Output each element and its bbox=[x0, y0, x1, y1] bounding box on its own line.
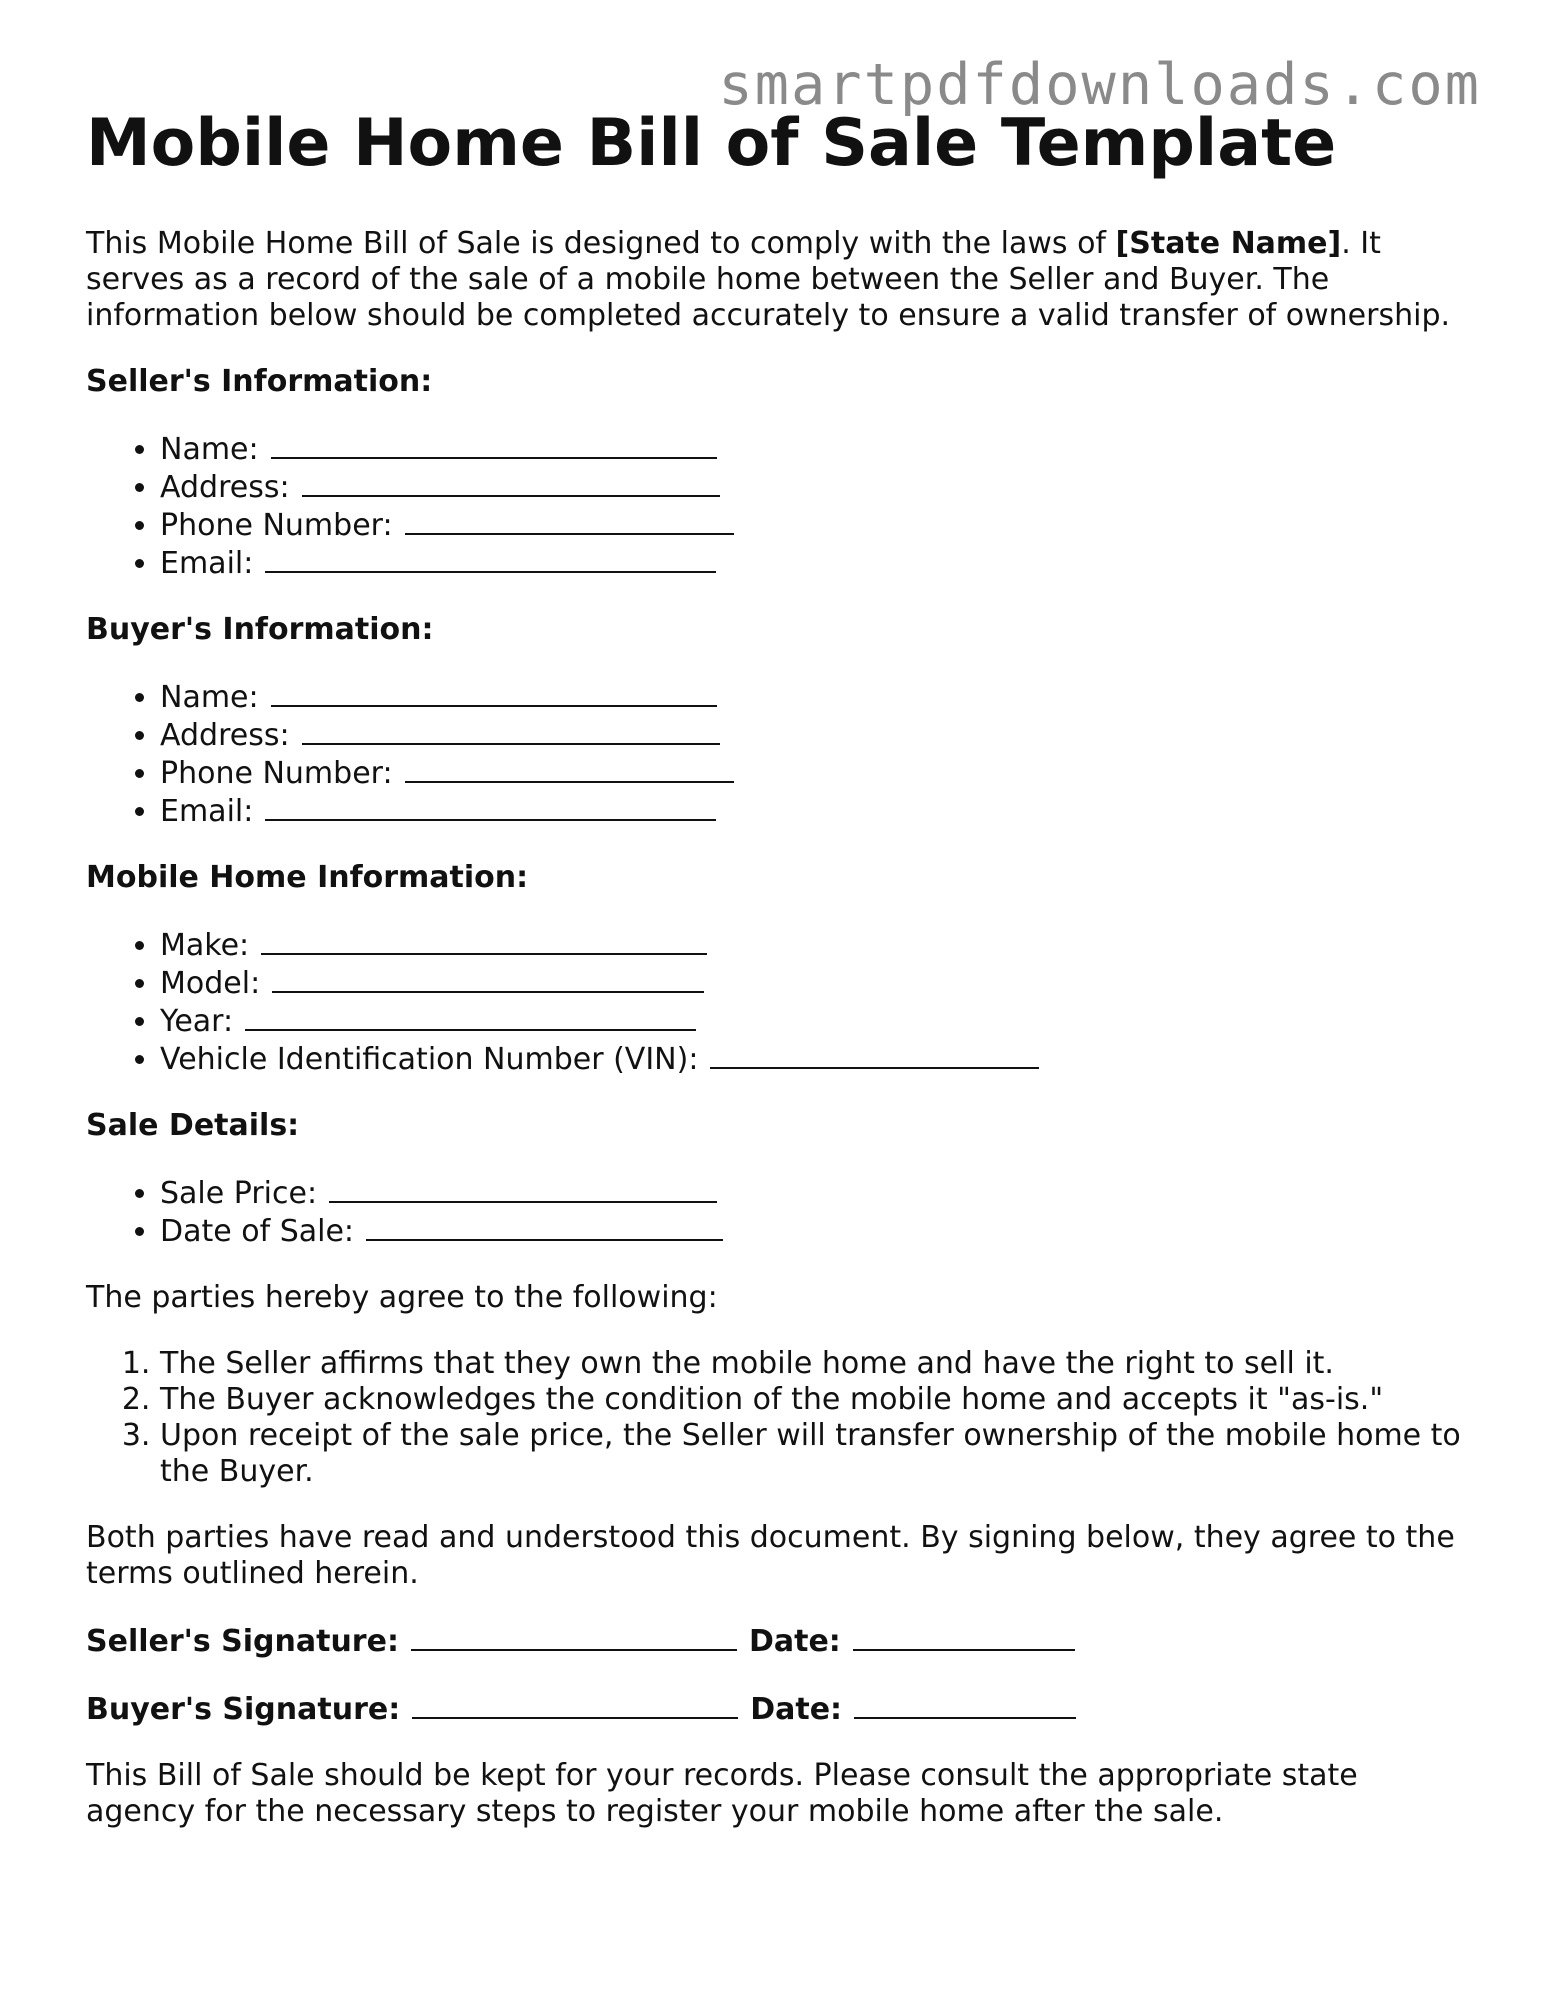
seller-signature-label: Seller's Signature: bbox=[86, 1624, 399, 1659]
list-item bbox=[160, 1212, 1466, 1250]
seller-address-field[interactable] bbox=[302, 468, 720, 497]
list-item bbox=[160, 1002, 1466, 1040]
list-item: 2. The Buyer acknowledges the condition of the mobile home and accepts it "as-is." bbox=[160, 1382, 1466, 1418]
seller-name-field[interactable] bbox=[271, 430, 717, 459]
list-item: 3. Upon receipt of the sale price, the Seller will transfer ownership of the mobile home to the Buyer. bbox=[160, 1418, 1466, 1490]
buyer-info-heading: Buyer's Information: bbox=[86, 612, 434, 647]
list-item bbox=[160, 754, 1466, 792]
buyer-phone-label: Phone Number: bbox=[160, 756, 393, 791]
sale-details-list bbox=[86, 1174, 1466, 1250]
home-make-label: Make: bbox=[160, 928, 250, 963]
page-title: Mobile Home Bill of Sale Template bbox=[86, 106, 1337, 181]
agreement-intro: The parties hereby agree to the following: bbox=[86, 1280, 718, 1315]
home-model-label: Model: bbox=[160, 966, 261, 1001]
list-item bbox=[160, 1174, 1466, 1212]
buyer-date-field[interactable] bbox=[854, 1690, 1076, 1719]
intro-paragraph bbox=[86, 226, 1466, 334]
seller-date-label: Date: bbox=[748, 1624, 841, 1659]
home-year-label: Year: bbox=[160, 1004, 234, 1039]
list-item bbox=[160, 716, 1466, 754]
list-item bbox=[160, 792, 1466, 830]
seller-email-label: Email: bbox=[160, 546, 254, 581]
buyer-date-label: Date: bbox=[750, 1692, 843, 1727]
seller-email-field[interactable] bbox=[265, 544, 716, 573]
home-info-list bbox=[86, 926, 1466, 1078]
list-item bbox=[160, 1040, 1466, 1078]
buyer-email-label: Email: bbox=[160, 794, 254, 829]
list-item bbox=[160, 926, 1466, 964]
list-item bbox=[160, 468, 1466, 506]
sale-details-heading: Sale Details: bbox=[86, 1108, 300, 1143]
agreement-terms-list bbox=[86, 1346, 1466, 1490]
sale-date-label: Date of Sale: bbox=[160, 1214, 355, 1249]
buyer-info-list bbox=[86, 678, 1466, 830]
list-item bbox=[160, 964, 1466, 1002]
seller-info-list bbox=[86, 430, 1466, 582]
list-item bbox=[160, 544, 1466, 582]
buyer-phone-field[interactable] bbox=[405, 754, 734, 783]
buyer-address-label: Address: bbox=[160, 718, 290, 753]
buyer-email-field[interactable] bbox=[265, 792, 716, 821]
seller-signature-field[interactable] bbox=[411, 1622, 737, 1651]
buyer-address-field[interactable] bbox=[302, 716, 720, 745]
buyer-signature-field[interactable] bbox=[412, 1690, 738, 1719]
home-model-field[interactable] bbox=[272, 964, 704, 993]
seller-phone-label: Phone Number: bbox=[160, 508, 393, 543]
buyer-signature-label: Buyer's Signature: bbox=[86, 1692, 401, 1727]
document-body bbox=[86, 104, 1466, 1860]
intro-text-after: . It serves as a record of the sale of a mobile home between the Seller and Buyer. The information below should be completed accurately to ensure a valid transfer of ownership. bbox=[86, 226, 1451, 333]
seller-info-heading: Seller's Information: bbox=[86, 364, 433, 399]
home-vin-label: Vehicle Identification Number (VIN): bbox=[160, 1042, 699, 1077]
watermark: smartpdfdownloads.com bbox=[718, 52, 1481, 118]
seller-name-label: Name: bbox=[160, 432, 259, 467]
footer-paragraph: This Bill of Sale should be kept for your records. Please consult the appropriate state agency for the necessary steps to register your mobile home after the sale. bbox=[86, 1758, 1358, 1829]
home-make-field[interactable] bbox=[261, 926, 707, 955]
buyer-name-label: Name: bbox=[160, 680, 259, 715]
seller-address-label: Address: bbox=[160, 470, 290, 505]
sale-price-label: Sale Price: bbox=[160, 1176, 318, 1211]
sale-price-field[interactable] bbox=[329, 1174, 717, 1203]
intro-text-before: This Mobile Home Bill of Sale is designed to comply with the laws of bbox=[86, 226, 1116, 261]
list-item bbox=[160, 430, 1466, 468]
acknowledgement-paragraph: Both parties have read and understood this document. By signing below, they agree to the terms outlined herein. bbox=[86, 1520, 1455, 1591]
home-info-heading: Mobile Home Information: bbox=[86, 860, 529, 895]
state-name-placeholder: [State Name] bbox=[1115, 226, 1342, 261]
list-item: 1. The Seller affirms that they own the mobile home and have the right to sell it. bbox=[160, 1346, 1466, 1382]
seller-phone-field[interactable] bbox=[405, 506, 734, 535]
sale-date-field[interactable] bbox=[366, 1212, 723, 1241]
home-year-field[interactable] bbox=[245, 1002, 696, 1031]
list-item bbox=[160, 506, 1466, 544]
home-vin-field[interactable] bbox=[710, 1040, 1039, 1069]
seller-signature-row bbox=[86, 1622, 1466, 1660]
buyer-signature-row bbox=[86, 1690, 1466, 1728]
buyer-name-field[interactable] bbox=[271, 678, 717, 707]
seller-date-field[interactable] bbox=[853, 1622, 1075, 1651]
list-item bbox=[160, 678, 1466, 716]
